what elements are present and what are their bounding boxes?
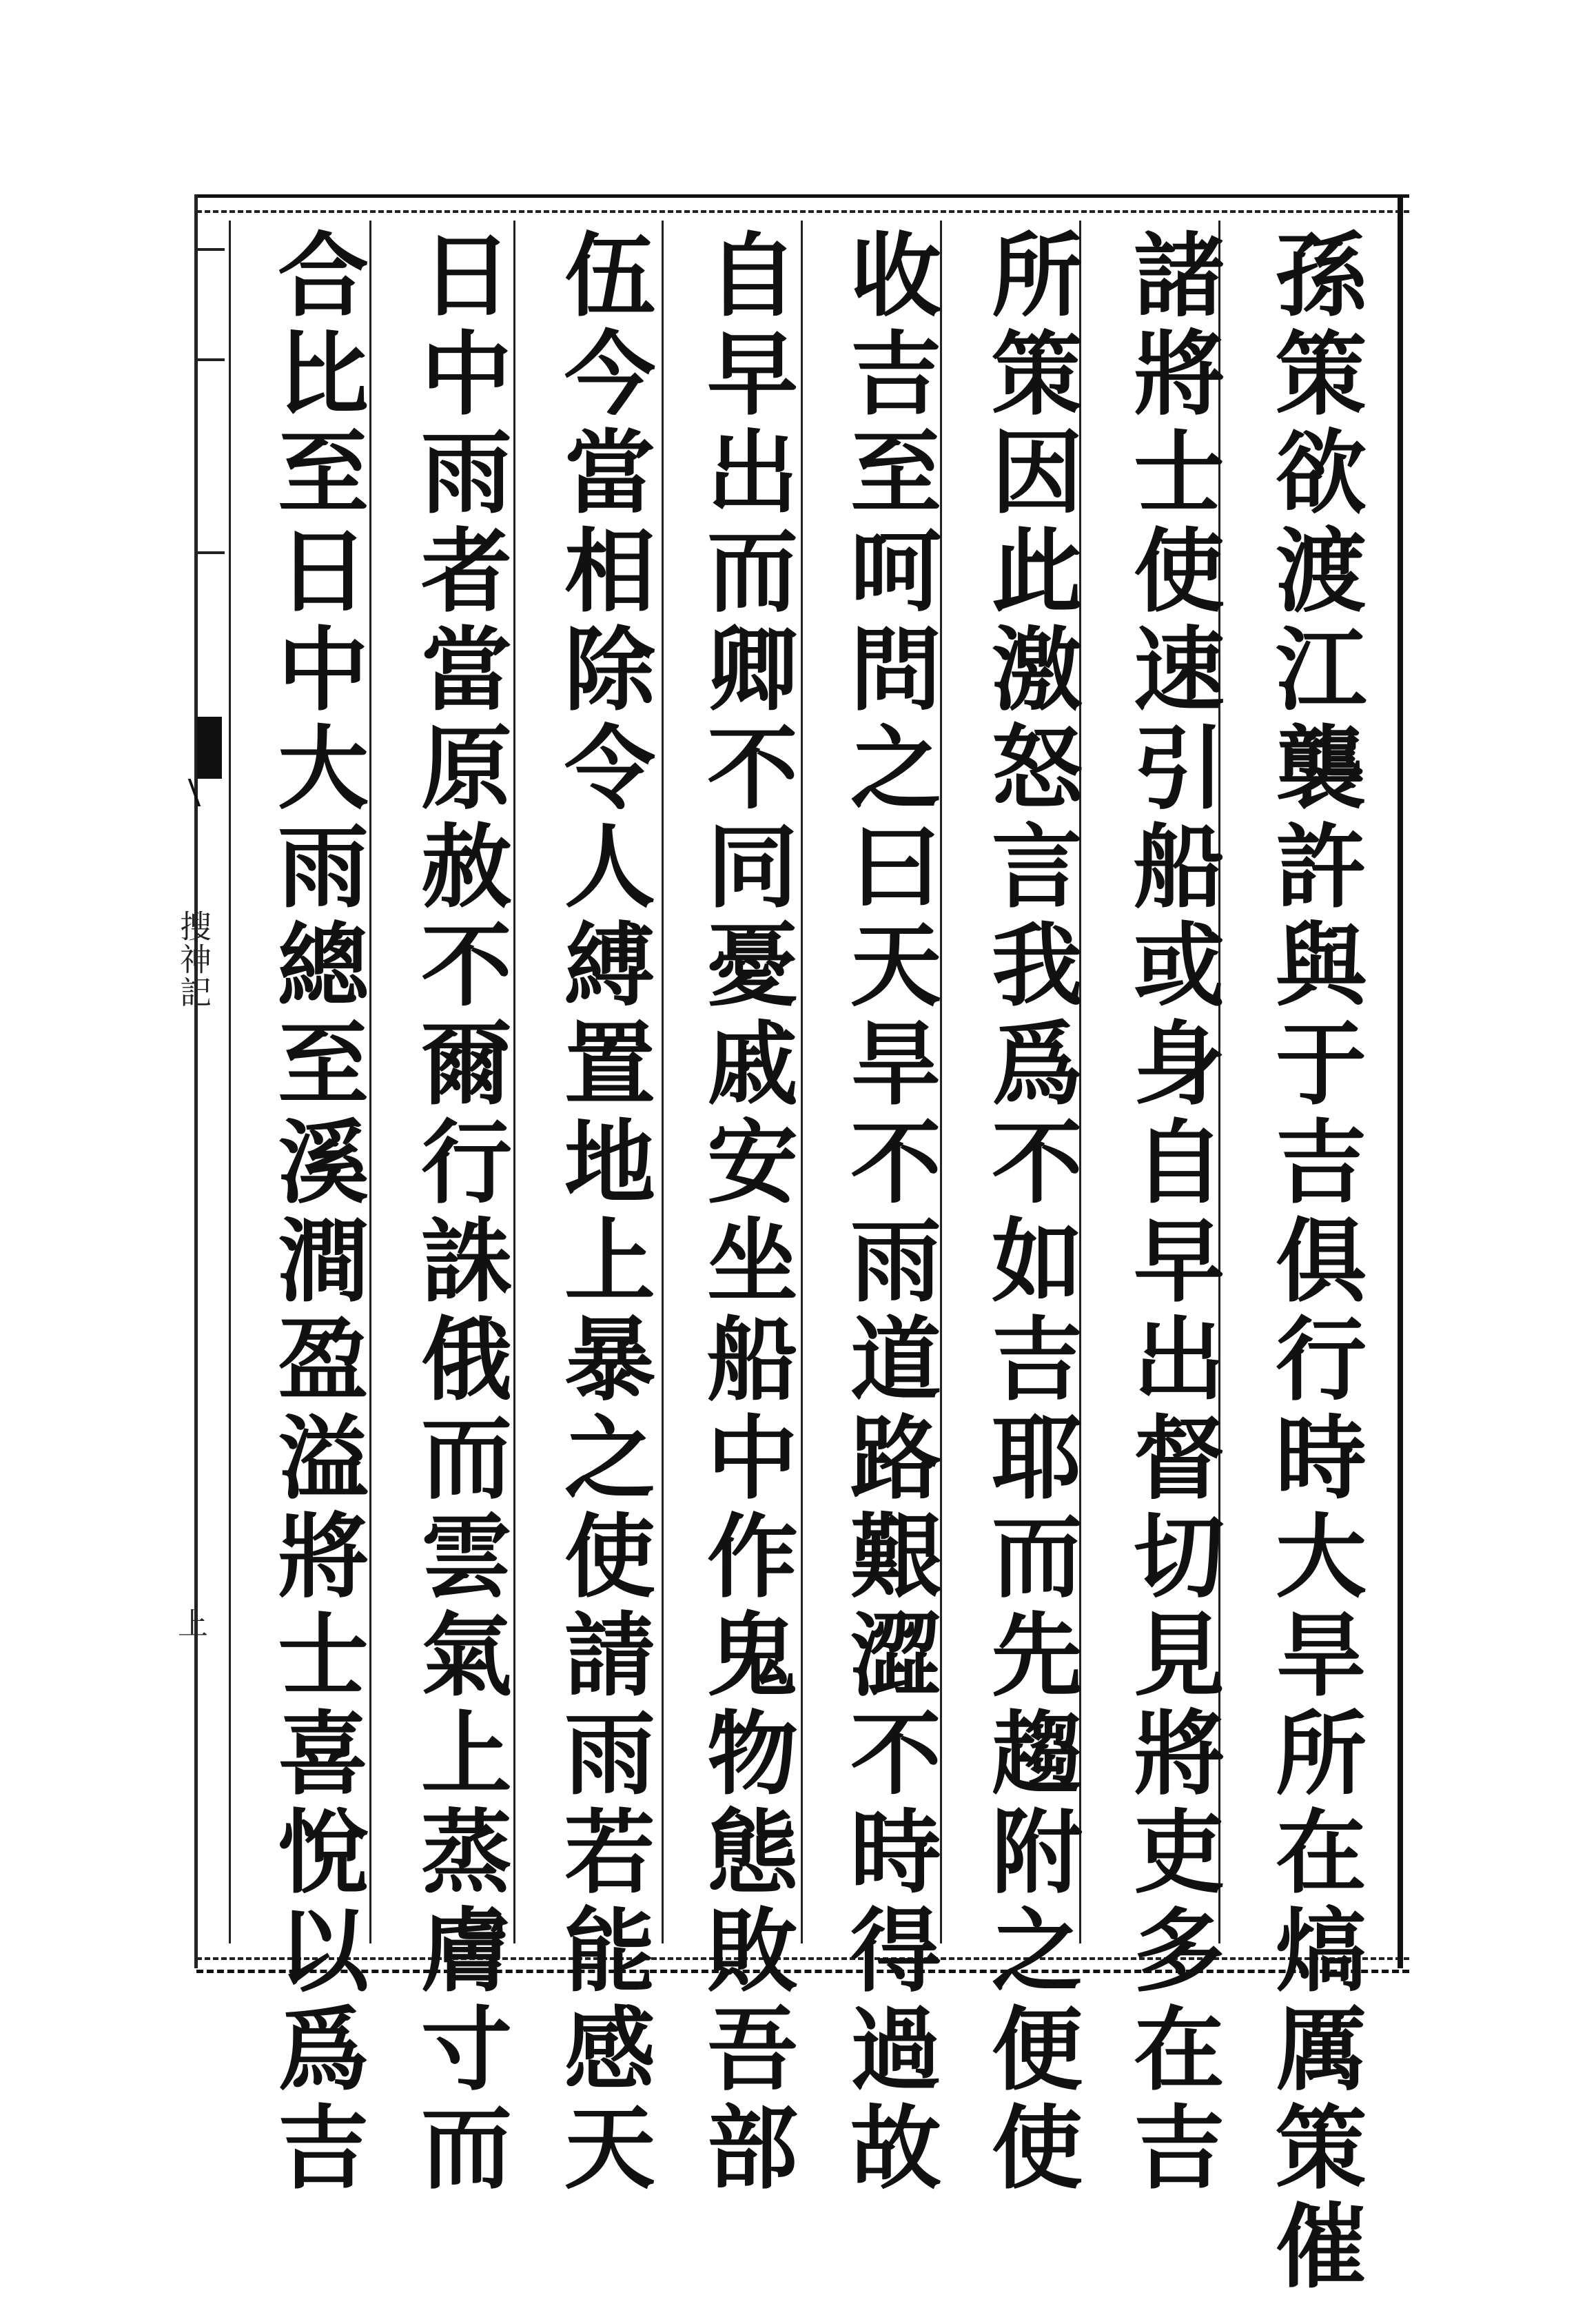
block-center-mark [197,551,225,554]
column-divider [229,221,231,1943]
text-column-1: 孫策欲渡江襲許與于吉俱行時大旱所在熇厲策催 [1260,227,1367,2297]
text-column-7: 日中雨者當原赦不爾行誅俄而雲氣上蒸膚寸而 [405,227,512,2198]
top-frame-rule [196,194,1409,213]
text-column-3: 所策因此激怒言我爲不如吉耶而先趨附之便使 [976,227,1083,2198]
fish-tail-mark [197,717,222,779]
text-column-5: 自早出而卿不同憂戚安坐船中作鬼物態敗吾部 [691,227,798,2198]
block-center-mark [197,358,225,361]
text-column-2: 諸將士使速引船或身自早出督切見將吏多在吉 [1118,227,1225,2198]
left-frame-rule [194,194,198,1968]
block-center-mark [197,248,225,251]
text-column-6: 伍今當相除令人縛置地上暴之使請雨若能感天 [549,227,655,2198]
page-number: 上 [178,1606,208,1642]
text-column-8: 合比至日中大雨總至溪澗盈溢將士喜悅以爲吉 [262,227,369,2198]
right-frame-rule [1398,194,1403,1968]
block-center-title: 搜神記 [175,910,212,1009]
text-column-4: 收吉至呵問之曰天旱不雨道路艱澀不時得過故 [835,227,941,2198]
column-divider [662,221,664,1943]
